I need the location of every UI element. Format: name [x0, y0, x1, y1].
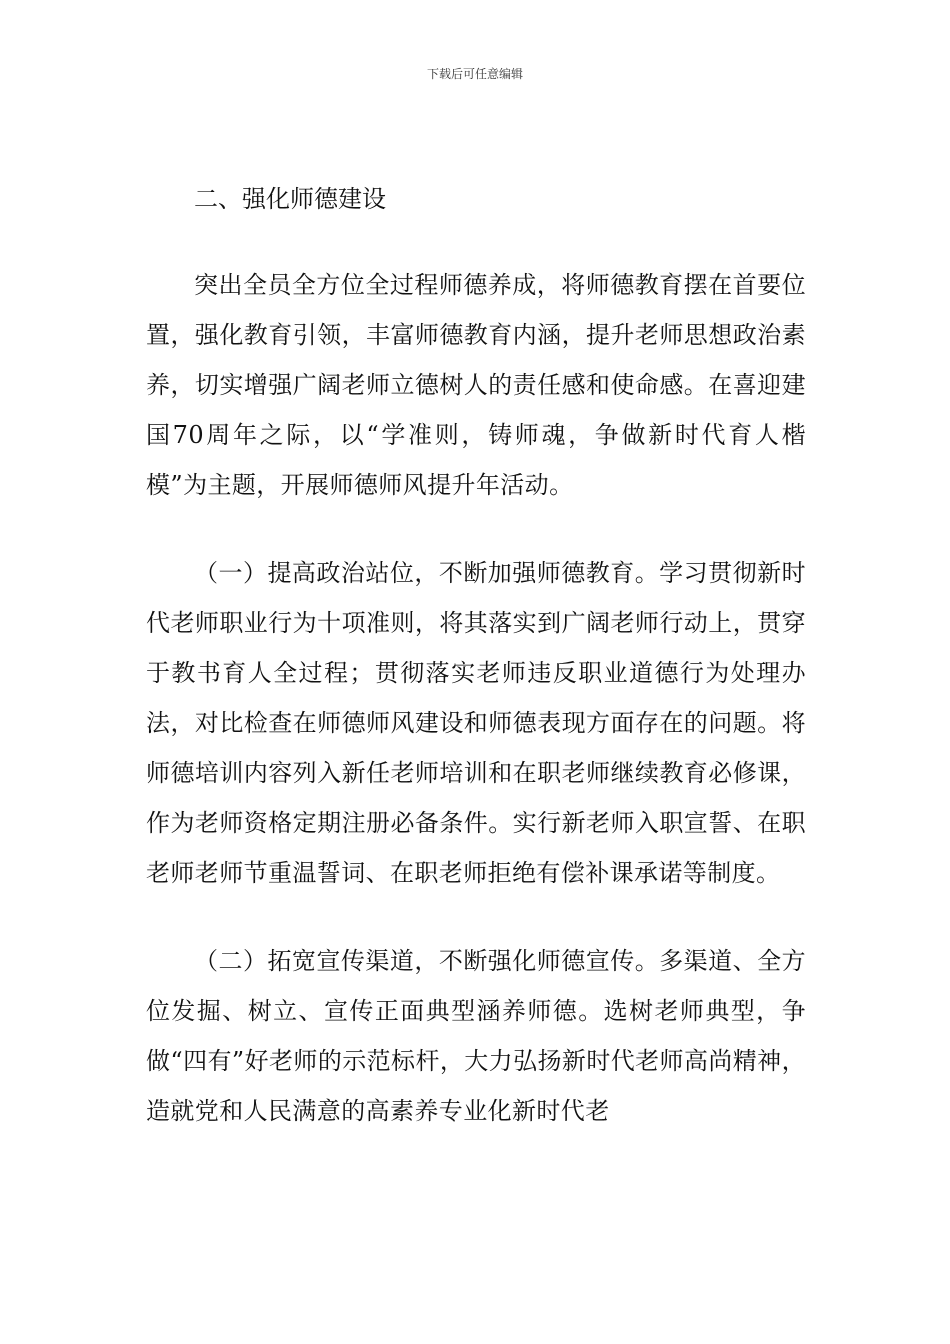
section-heading: 二、强化师德建设	[194, 185, 386, 213]
page-header-note: 下载后可任意编辑	[426, 67, 523, 81]
paragraph-subsection-1: （一）提高政治站位，不断加强师德教育。学习贯彻新时代老师职业行为十项准则，将其落实到广阔老师行动上，贯穿于教书育人全过程；贯彻落实老师违反职业道德行为处理办法，对比检查在师德师风建设和师德表现方面存在的问题。将师德培训内容列入新任老师培训和在职老师继续教育必修课，作为老师资格定期注册必备条件。实行新老师入职宣誓、在职老师老师节重温誓词、在职老师拒绝有偿补课承诺等制度。	[146, 559, 806, 887]
document-body	[146, 176, 806, 1174]
paragraph-intro: 突出全员全方位全过程师德养成，将师德教育摆在首要位置，强化教育引领，丰富师德教育内涵，提升老师思想政治素养，切实增强广阔老师立德树人的责任感和使命感。在喜迎建国70周年之际，以“学准则，铸师魂，争做新时代育人楷模”为主题，开展师德师风提升年活动。	[146, 271, 806, 499]
paragraph-subsection-2: （二）拓宽宣传渠道，不断强化师德宣传。多渠道、全方位发掘、树立、宣传正面典型涵养师德。选树老师典型，争做“四有”好老师的示范标杆，大力弘扬新时代老师高尚精神，造就党和人民满意的高素养专业化新时代老	[146, 947, 806, 1125]
